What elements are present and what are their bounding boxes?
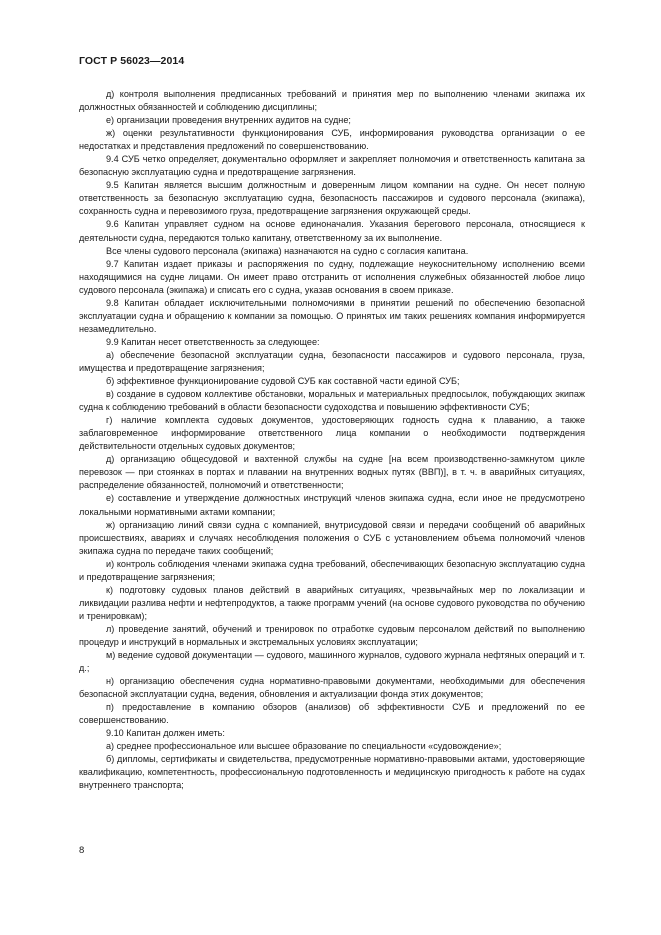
paragraph: в) создание в судовом коллективе обстановки, моральных и материальных предпосылок, побуждающих экипаж судна к соблюдению требований в области безопасности судоходства и повышению эффективности СУБ; [79,389,585,413]
paragraph: 9.10 Капитан должен иметь: [106,728,225,739]
paragraph: а) среднее профессиональное или высшее образование по специальности «судовождение»; [106,741,502,752]
paragraph: 9.9 Капитан несет ответственность за следующее: [106,336,320,347]
paragraph: 9.6 Капитан управляет судном на основе единоначалия. Указания берегового персонала, относящиеся к деятельности судна, передаются только капитану, ответственному за их выполнение. [79,219,585,243]
paragraph: 9.7 Капитан издает приказы и распоряжения по судну, подлежащие неукоснительному исполнению всеми находящимися на судне лицами. Он имеет право отстранить от исполнения служебных обязанностей любое лицо судового персонала (экипажа) и списать его с судна, указав основания в своем приказе. [79,258,585,295]
paragraph: д) организацию общесудовой и вахтенной службы на судне [на всем производственно-замкнутом цикле перевозок — при стоянках в портах и плавании на внутренних водных путях (ВВП)], в т. ч. в аварийных ситуациях, распределение обязанностей, полномочий и ответственности; [79,454,585,491]
paragraph: и) контроль соблюдения членами экипажа судна требований, обеспечивающих безопасную эксплуатацию судна и предотвращение загрязнения; [79,558,585,582]
paragraph: д) контроля выполнения предписанных требований и принятия мер по выполнению членами экипажа их должностных обязанностей и соблюдению дисциплины; [79,89,585,113]
paragraph: ж) организацию линий связи судна с компанией, внутрисудовой связи и передачи сообщений об аварийных происшествиях, авариях и случаях несоблюдения положения о СУБ с установлением объема полномочий членов экипажа судна по передаче таких сообщений; [79,519,585,556]
paragraph: е) организации проведения внутренних аудитов на судне; [106,115,351,126]
paragraph: п) предоставление в компанию обзоров (анализов) об эффективности СУБ и предложений по ее совершенствованию. [79,702,585,726]
paragraph: м) ведение судовой документации — судового, машинного журналов, судового журнала нефтяных операций и т. д.; [79,650,585,674]
paragraph: а) обеспечение безопасной эксплуатации судна, безопасности пассажиров и судового персонала, груза, имущества и предотвращение загрязнения; [79,349,585,373]
paragraph: н) организацию обеспечения судна нормативно-правовыми документами, необходимыми для обеспечения безопасной эксплуатации судна, ведения, обновления и актуализации фонда этих документов; [79,676,585,700]
paragraph: л) проведение занятий, обучений и тренировок по отработке судовым персоналом действий по выполнению процедур и инструкций в нормальных и экстремальных условиях эксплуатации; [79,623,585,647]
paragraph: г) наличие комплекта судовых документов, удостоверяющих годность судна к плаванию, а также заблаговременное информирование ответственного лица компании о необходимости подтверждения действительности отдельных судовых документов; [79,415,585,452]
paragraph: ж) оценки результативности функционирования СУБ, информирования руководства организации о ее недостатках и представления предложений по совершенствованию. [79,128,585,152]
paragraph: б) дипломы, сертификаты и свидетельства, предусмотренные нормативно-правовыми актами, удостоверяющие квалификацию, компетентность, профессиональную подготовленность и медицинскую пригодность к работе на судах внутреннего транспорта; [79,754,585,791]
paragraph: б) эффективное функционирование судовой СУБ как составной части единой СУБ; [106,376,460,387]
page-number: 8 [79,845,85,856]
paragraph: 9.8 Капитан обладает исключительными полномочиями в принятии решений по обеспечению безопасной эксплуатации судна и обращению к компании за помощью. О принятых им таких решениях компания информируется незамедлительно. [79,297,585,334]
paragraph: е) составление и утверждение должностных инструкций членов экипажа судна, если иное не предусмотрено локальными нормативными актами компании; [79,493,585,517]
paragraph: Все члены судового персонала (экипажа) назначаются на судно с согласия капитана. [106,245,469,256]
paragraph: 9.5 Капитан является высшим должностным и доверенным лицом компании на судне. Он несет полную ответственность за безопасную эксплуатацию судна, безопасность пассажиров и судового персонала (экипажа), сохранность судна и перевозимого груза, предотвращение загрязнения окружающей среды. [79,180,585,217]
paragraph: 9.4 СУБ четко определяет, документально оформляет и закрепляет полномочия и ответственность капитана за безопасную эксплуатацию судна и предотвращение загрязнения. [79,154,585,178]
standard-header: ГОСТ Р 56023—2014 [79,55,185,67]
document-body [79,88,585,793]
paragraph: к) подготовку судовых планов действий в аварийных ситуациях, чрезвычайных мер по локализации и ликвидации разлива нефти и нефтепродуктов, а также программ учений (на основе судового руководства по обучению и тренировкам); [79,584,585,621]
